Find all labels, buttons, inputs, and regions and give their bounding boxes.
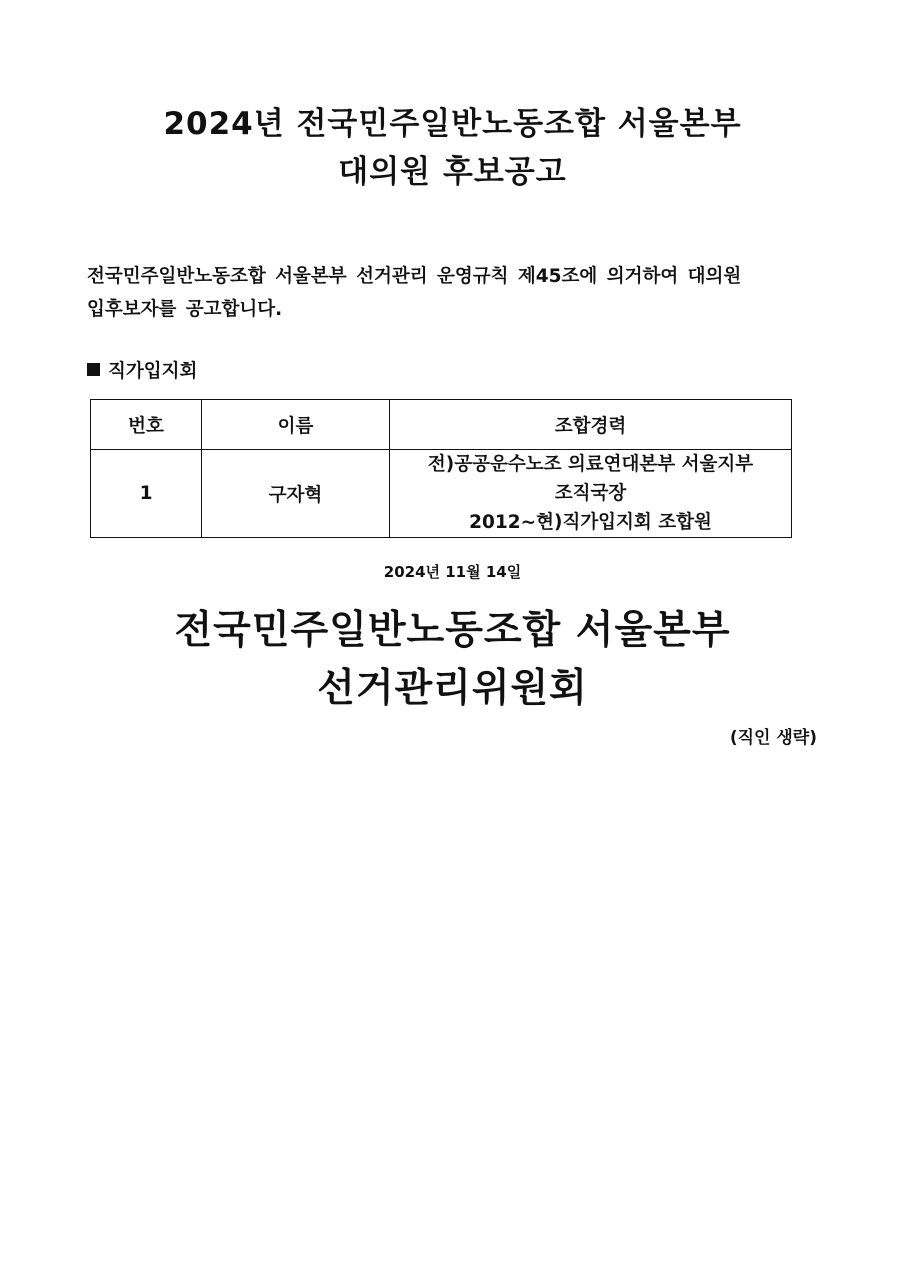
cell-career <box>390 450 792 538</box>
header-number: 번호 <box>91 400 202 450</box>
issuer-block <box>0 602 905 718</box>
issuer-line-2: 선거관리위원회 <box>317 666 588 711</box>
square-bullet-icon <box>87 363 100 376</box>
section-title: 직가입지회 <box>108 361 198 382</box>
cell-number: 1 <box>91 450 202 538</box>
notice-title <box>0 100 905 196</box>
table-row <box>91 450 792 538</box>
career-line: 전)공공운수노조 의료연대본부 서울지부 <box>427 454 754 475</box>
section-heading <box>87 359 197 385</box>
career-line: 2012~현)직가입지회 조합원 <box>469 512 712 533</box>
notice-title-line-1: 2024년 전국민주일반노동조합 서울본부 <box>163 106 742 142</box>
notice-title-line-2: 대의원 후보공고 <box>338 154 567 190</box>
header-career: 조합경력 <box>390 400 792 450</box>
candidate-table <box>90 399 792 538</box>
career-line: 조직국장 <box>554 483 627 504</box>
intro-line-1: 전국민주일반노동조합 서울본부 선거관리 운영규칙 제45조에 의거하여 대의원 <box>87 266 742 287</box>
cell-name: 구자혁 <box>202 450 390 538</box>
intro-line-2: 입후보자를 공고합니다. <box>87 299 283 320</box>
seal-omitted-note: (직인 생략) <box>729 728 817 748</box>
intro-paragraph <box>87 260 827 326</box>
header-name: 이름 <box>202 400 390 450</box>
issuer-line-1: 전국민주일반노동조합 서울본부 <box>174 608 731 653</box>
notice-date: 2024년 11월 14일 <box>383 563 522 581</box>
table-header-row <box>91 400 792 450</box>
